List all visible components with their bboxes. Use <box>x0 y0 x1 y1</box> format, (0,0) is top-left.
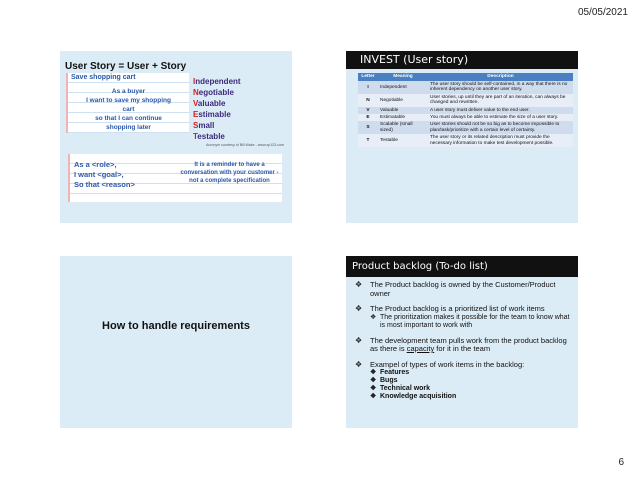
invest-item: Small <box>193 121 215 130</box>
table-cell: V <box>358 107 378 114</box>
table-row <box>358 107 573 114</box>
bullet-item <box>354 337 574 354</box>
diamond-bullet-icon: ❖ <box>355 359 363 369</box>
sub-bullet-text: The prioritization makes it possible for the team to know what is most important to work with <box>380 313 570 329</box>
template-card <box>68 154 282 202</box>
story-card-title: Save shopping cart <box>71 74 136 81</box>
bullet-text: The development team pulls work from the product backlog as there is <box>370 335 567 353</box>
work-item-type: Technical work <box>380 385 431 392</box>
table-cell: T <box>358 134 378 147</box>
sub-bullet-item <box>370 314 574 330</box>
page-date: 05/05/2021 <box>577 7 628 18</box>
table-cell: Scalable (small sized) <box>378 121 428 134</box>
table-cell: N <box>358 94 378 107</box>
table-row <box>358 81 573 94</box>
column-header: Meaning <box>378 73 428 81</box>
table-row <box>358 114 573 121</box>
invest-item: Testable <box>193 132 225 141</box>
column-header: Letter <box>358 73 378 81</box>
table-row <box>358 94 573 107</box>
table-cell: A user story must deliver value to the end user. <box>428 107 573 114</box>
diamond-bullet-icon: ❖ <box>355 280 363 289</box>
work-item-type: Features <box>380 369 410 376</box>
bullet-item <box>354 305 574 330</box>
bullet-item <box>354 281 574 298</box>
table-header-row <box>358 73 573 81</box>
diamond-bullet-icon: ❖ <box>370 377 377 384</box>
column-header: Description <box>428 73 573 81</box>
invest-table <box>358 73 573 147</box>
template-line: So that <reason> <box>74 180 135 189</box>
sub-bullet-item <box>370 369 574 377</box>
story-line: I want to save my shopping <box>86 97 171 104</box>
table-cell: The user story or its related description must provide the necessary information to make test development possible. <box>428 134 573 147</box>
invest-credit: Acronym courtesy of Bill Wake - www.xp123.com <box>206 143 284 147</box>
table-cell: E <box>358 114 378 121</box>
slide-invest-table <box>346 51 578 223</box>
story-card-body <box>71 87 186 132</box>
diamond-bullet-icon: ❖ <box>370 313 377 321</box>
diamond-bullet-icon: ❖ <box>370 385 377 392</box>
invest-item: Independent <box>193 77 241 86</box>
sub-bullet-item <box>370 377 574 385</box>
reminder-note: It is a reminder to have a conversation with your customer - not a complete specification <box>180 162 279 184</box>
diamond-bullet-icon: ❖ <box>370 369 377 376</box>
story-line: so that I can continue <box>95 115 162 122</box>
diamond-bullet-icon: ❖ <box>355 304 363 313</box>
table-cell: Valuable <box>378 107 428 114</box>
table-row <box>358 121 573 134</box>
story-line: As a buyer <box>111 88 146 95</box>
bullet-text: The Product backlog is owned by the Customer/Product owner <box>370 280 556 298</box>
work-item-type: Knowledge acquisition <box>380 393 457 400</box>
bullet-text: The Product backlog is a prioritized list of work items <box>370 304 545 313</box>
sub-bullet-item <box>370 393 574 401</box>
slide-title: User Story = User + Story <box>65 61 187 72</box>
table-cell: You must always be able to estimate the size of a user story. <box>428 114 573 121</box>
slide-title: INVEST (User story) <box>346 51 578 69</box>
bullet-text: for it in the team <box>434 344 491 353</box>
table-cell: S <box>358 121 378 134</box>
diamond-bullet-icon: ❖ <box>355 335 363 345</box>
story-template <box>74 160 135 190</box>
story-line: cart <box>122 106 135 113</box>
slide-user-story <box>60 51 292 223</box>
bullet-text: Exampel of types of work items in the backlog: <box>370 359 525 369</box>
page-number: 6 <box>618 457 624 468</box>
table-cell: Negotiable <box>378 94 428 107</box>
table-cell: Estimatable <box>378 114 428 121</box>
diamond-bullet-icon: ❖ <box>370 393 377 400</box>
table-cell: I <box>358 81 378 94</box>
template-line: I want <goal>, <box>74 170 124 179</box>
table-cell: Testable <box>378 134 428 147</box>
invest-item: Estimable <box>193 110 231 119</box>
story-card <box>66 73 189 133</box>
invest-item: Negotiable <box>193 88 234 97</box>
sub-bullet-item <box>370 385 574 393</box>
slide-product-backlog <box>346 256 578 428</box>
template-line: As a <role>, <box>74 160 117 169</box>
slide-heading: How to handle requirements <box>102 320 250 332</box>
slide-requirements <box>60 256 292 428</box>
table-cell: Independent <box>378 81 428 94</box>
bullet-list <box>354 281 574 408</box>
table-row <box>358 134 573 147</box>
table-cell: User stories, up until they are part of an iteration, can always be changed and rewritten. <box>428 94 573 107</box>
bullet-item <box>354 361 574 402</box>
work-item-type: Bugs <box>380 377 398 384</box>
story-line: shopping later <box>106 124 151 131</box>
bullet-text-underlined: capacity <box>406 344 435 353</box>
invest-acronym-list <box>193 76 241 142</box>
table-cell: User stories should not be so big as to become impossible to plan/task/prioritize with a certain level of certainty. <box>428 121 573 134</box>
invest-item: Valuable <box>193 99 226 108</box>
table-cell: The user story should be self-contained, in a way that there is no inherent dependency on another user story. <box>428 81 573 94</box>
slide-title: Product backlog (To-do list) <box>346 256 578 277</box>
